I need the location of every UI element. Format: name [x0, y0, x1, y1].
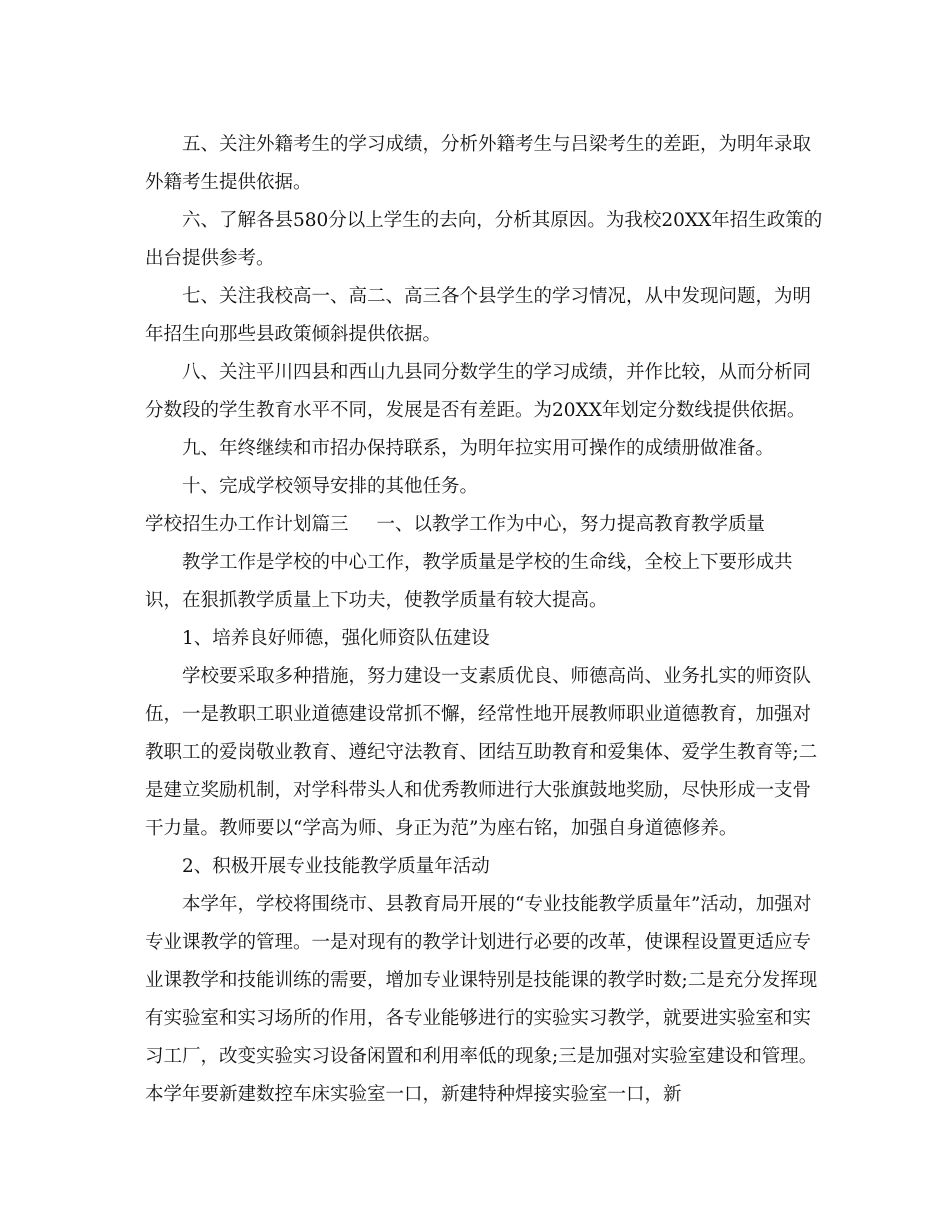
paragraph-item-6: 六、了解各县580分以上学生的去向，分析其原因。为我校20XX年招生政策的出台提供参考。 [145, 210, 823, 269]
body-paragraph-teachers: 学校要采取多种措施，努力建设一支素质优良、师德高尚、业务扎实的师资队伍，一是教职工职业道德建设常抓不懈，经常性地开展教师职业道德教育，加强对教职工的爱岗敬业教育、遵纪守法教育、团结互助教育和爱集体、爱学生教育等;二是建立奖励机制，对学科带头人和优秀教师进行大张旗鼓地奖励，尽快形成一支骨干力量。教师要以“学高为师、身正为范”为座右铭，加强自身道德修养。 [145, 666, 818, 839]
section-title: 学校招生办工作计划篇三 [145, 514, 349, 535]
paragraph-item-7: 七、关注我校高一、高二、高三各个县学生的学习情况，从中发现问题，为明年招生向那些县政策倾斜提供依据。 [145, 286, 812, 345]
paragraph-item-8: 八、关注平川四县和西山九县同分数学生的学习成绩，并作比较，从而分析同分数段的学生教育水平不同，发展是否有差距。为20XX年划定分数线提供依据。 [145, 362, 812, 421]
paragraph-item-10: 十、完成学校领导安排的其他任务。 [182, 476, 479, 497]
subheading-2: 2、积极开展专业技能教学质量年活动 [182, 856, 490, 877]
paragraph-item-5: 五、关注外籍考生的学习成绩，分析外籍考生与吕梁考生的差距，为明年录取外籍考生提供依据。 [145, 134, 812, 193]
subheading-1: 1、培养良好师德，强化师资队伍建设 [182, 628, 490, 649]
section-heading-line [145, 506, 825, 544]
body-paragraph-intro: 教学工作是学校的中心工作，教学质量是学校的生命线，全校上下要形成共识，在狠抓教学质量上下功夫，使教学质量有较大提高。 [145, 552, 793, 611]
document-body [145, 126, 825, 1114]
section-heading: 一、以教学工作为中心，努力提高教育教学质量 [376, 514, 766, 535]
paragraph-item-9: 九、年终继续和市招办保持联系，为明年拉实用可操作的成绩册做准备。 [182, 438, 775, 459]
body-paragraph-skills: 本学年，学校将围绕市、县教育局开展的“专业技能教学质量年”活动，加强对专业课教学的管理。一是对现有的教学计划进行必要的改革，使课程设置更适应专业课教学和技能训练的需要，增加专业课特别是技能课的教学时数;二是充分发挥现有实验室和实习场所的作用，各专业能够进行的实验实习教学，就要进实验室和实习工厂，改变实验实习设备闲置和利用率低的现象;三是加强对实验室建设和管理。本学年要新建数控车床实验室一口，新建特种焊接实验室一口，新 [145, 894, 818, 1105]
